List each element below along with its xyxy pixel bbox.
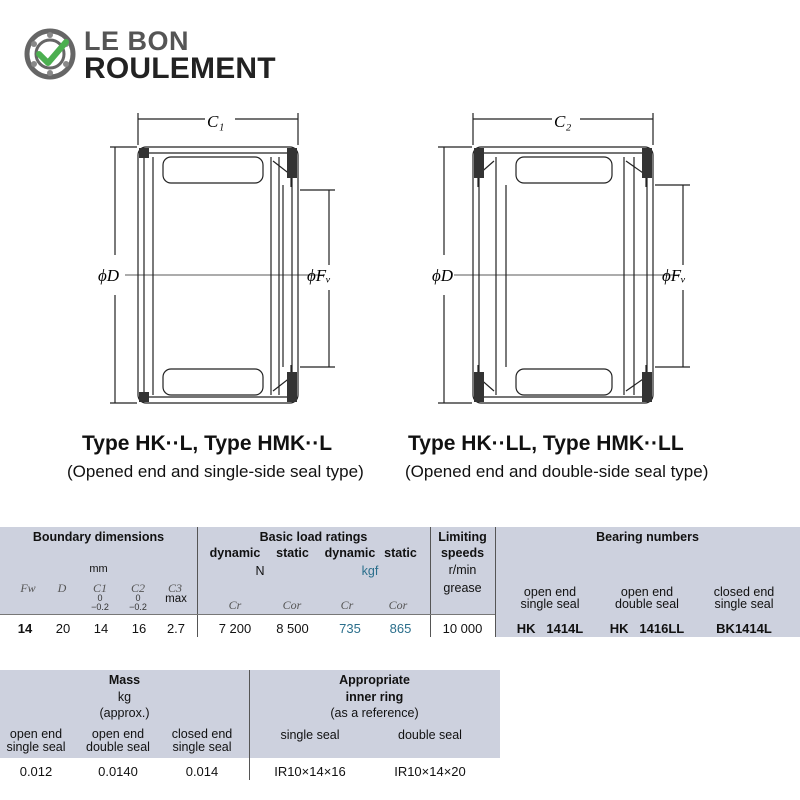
cell-c2: 16 [131, 621, 147, 636]
ring-header-line1: Appropriate [339, 673, 410, 687]
col-c3-symbol: C3 [167, 581, 182, 595]
boundary-unit: mm [89, 563, 108, 575]
dim-c2-label: C₂ [554, 112, 572, 131]
col-cr-kgf-symbol: Cr [340, 598, 354, 612]
bearing-logo-icon [24, 28, 76, 80]
dim-c1-label: C₁ [207, 112, 225, 131]
static-label: static [276, 546, 309, 560]
diagram-right-subtitle: (Opened end and double-side seal type) [405, 462, 709, 481]
cell-mass-open-single: 0.012 [19, 764, 53, 779]
cell-bn-open-single: HK 1414L [516, 621, 584, 636]
col-fw-symbol: Fw [20, 581, 36, 595]
mass-col2-line2: double seal [86, 740, 150, 754]
limiting-header: Limiting [438, 530, 487, 544]
speeds-header: speeds [440, 546, 485, 560]
diagram-left-subtitle: (Opened end and single-side seal type) [67, 462, 364, 481]
c3-max-label: max [165, 593, 187, 605]
logo-text-line2: ROULEMENT [84, 52, 276, 85]
ring-header-line2: inner ring [345, 690, 404, 704]
bearing-numbers-header: Bearing numbers [596, 530, 699, 544]
cell-mass-closed-single: 0.014 [185, 764, 219, 779]
c2-tol-lower: −0.2 [129, 602, 147, 612]
col-c2-symbol: C2 [130, 581, 145, 595]
unit-n: N [255, 564, 265, 578]
mass-note: (approx.) [99, 706, 150, 720]
dim-phi-d-label: ϕD [98, 266, 120, 285]
c2-tol-upper: 0 [135, 593, 141, 603]
cell-cor-kgf: 865 [389, 621, 412, 636]
mass-header: Mass [108, 673, 141, 687]
cell-fw: 14 [17, 621, 33, 636]
boundary-dimensions-header: Boundary dimensions [32, 530, 165, 544]
diagram-left-title: Type HK··L, Type HMK··L [82, 432, 333, 455]
col-cr-n-symbol: Cr [228, 598, 242, 612]
diagram-right-title: Type HK··LL, Type HMK··LL [408, 432, 684, 455]
bn-col3-line2: single seal [714, 597, 774, 611]
ring-note: (as a reference) [330, 706, 419, 720]
ring-col-single: single seal [280, 728, 340, 742]
mass-unit: kg [117, 690, 132, 704]
dynamic-label: dynamic [324, 546, 376, 560]
bearing-diagram-single-seal [95, 105, 355, 415]
dim-phi-fw-label: ϕFᵥ [662, 266, 686, 285]
cell-c1: 14 [93, 621, 109, 636]
bn-col2-line1: open end [620, 585, 674, 599]
bn-col2-line2: double seal [615, 597, 679, 611]
cell-cr-n: 7 200 [218, 621, 252, 636]
cell-c3: 2.7 [166, 621, 186, 636]
cell-bn-open-double: HK 1416LL [609, 621, 685, 636]
mass-col2-line1: open end [91, 727, 145, 741]
bearing-diagram-double-seal [430, 105, 690, 415]
static-label: static [384, 546, 417, 560]
cell-mass-open-double: 0.0140 [98, 764, 138, 779]
cell-d: 20 [55, 621, 71, 636]
col-cor-kgf-symbol: Cor [388, 598, 408, 612]
mass-col3-line1: closed end [171, 727, 233, 741]
cell-ring-double: IR10×14×20 [394, 764, 466, 779]
c1-tol-upper: 0 [97, 593, 103, 603]
mass-col1-line1: open end [9, 727, 63, 741]
cell-cor-n: 8 500 [276, 621, 309, 636]
cell-speed: 10 000 [442, 621, 483, 636]
cell-ring-single: IR10×14×16 [274, 764, 346, 779]
col-d-symbol: D [57, 581, 67, 595]
ring-col-double: double seal [398, 728, 462, 742]
col-c1-symbol: C1 [92, 581, 107, 595]
mass-col3-line2: single seal [172, 740, 232, 754]
cell-cr-kgf: 735 [339, 621, 361, 636]
cell-bn-closed-single: BK1414L [716, 621, 772, 636]
c1-tol-lower: −0.2 [91, 602, 109, 612]
unit-kgf: kgf [361, 564, 379, 578]
bn-col1-line1: open end [523, 585, 577, 599]
dim-phi-d-label: ϕD [432, 266, 454, 285]
dim-phi-fw-label: ϕFᵥ [307, 266, 331, 285]
bn-col1-line2: single seal [520, 597, 580, 611]
dynamic-label: dynamic [209, 546, 261, 560]
load-ratings-header: Basic load ratings [259, 530, 368, 544]
bn-col3-line1: closed end [713, 585, 775, 599]
rmin-unit: r/min [448, 563, 477, 577]
mass-col1-line2: single seal [6, 740, 66, 754]
col-cor-n-symbol: Cor [282, 598, 302, 612]
grease-label: grease [443, 581, 482, 595]
logo-text-line1: LE BON [84, 26, 190, 56]
